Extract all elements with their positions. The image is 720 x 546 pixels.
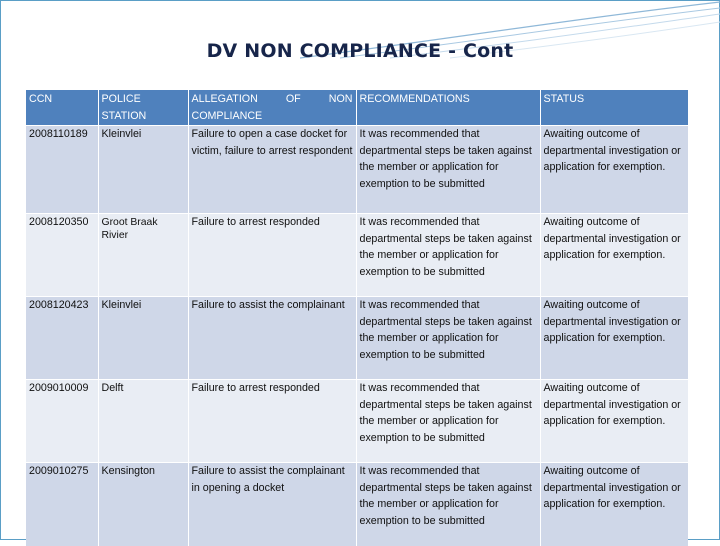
header-status: STATUS	[540, 90, 688, 126]
cell-recommendation: It was recommended that departmental steps be taken against the member or application for exemption to be submitted	[356, 380, 540, 463]
header-station-line1: POLICE	[101, 93, 141, 105]
cell-station: Kleinvlei	[98, 297, 188, 380]
header-allegation-word1: ALLEGATION	[191, 93, 258, 105]
header-allegation	[188, 90, 356, 126]
cell-ccn: 2008120423	[26, 297, 98, 380]
cell-station-text: Groot Braak Rivier	[101, 217, 158, 242]
cell-station: Kleinvlei	[98, 126, 188, 214]
cell-station: Delft	[98, 380, 188, 463]
table-row	[26, 380, 688, 463]
cell-recommendation: It was recommended that departmental steps be taken against the member or application for exemption to be submitted	[356, 126, 540, 214]
cell-recommendation: It was recommended that departmental steps be taken against the member or application for exemption to be submitted	[356, 463, 540, 546]
cell-allegation: Failure to arrest responded	[188, 380, 356, 463]
table-row	[26, 297, 688, 380]
table-row	[26, 214, 688, 297]
cell-ccn: 2008110189	[26, 126, 98, 214]
cell-status: Awaiting outcome of departmental investigation or application for exemption.	[540, 463, 688, 546]
cell-allegation: Failure to assist the complainant in opening a docket	[188, 463, 356, 546]
cell-allegation: Failure to open a case docket for victim, failure to arrest respondent	[188, 126, 356, 214]
cell-station	[98, 214, 188, 297]
header-allegation-line1	[192, 91, 353, 108]
header-recommendations: RECOMMENDATIONS	[356, 90, 540, 126]
cell-ccn: 2009010275	[26, 463, 98, 546]
header-allegation-word2: OF	[285, 93, 301, 105]
cell-station: Kensington	[98, 463, 188, 546]
cell-status: Awaiting outcome of departmental investigation or application for exemption.	[540, 297, 688, 380]
header-allegation-line2: COMPLIANCE	[191, 109, 263, 122]
cell-recommendation: It was recommended that departmental steps be taken against the member or application for exemption to be submitted	[356, 297, 540, 380]
cell-ccn: 2009010009	[26, 380, 98, 463]
non-compliance-table	[26, 90, 688, 546]
cell-allegation: Failure to arrest responded	[188, 214, 356, 297]
header-ccn: CCN	[26, 90, 98, 126]
cell-status: Awaiting outcome of departmental investigation or application for exemption.	[540, 380, 688, 463]
table-header-row	[26, 90, 688, 126]
header-police-station	[98, 90, 188, 126]
slide-title: DV NON COMPLIANCE - Cont	[206, 40, 514, 62]
header-station-line2: STATION	[101, 109, 147, 122]
cell-status: Awaiting outcome of departmental investigation or application for exemption.	[540, 126, 688, 214]
cell-recommendation: It was recommended that departmental steps be taken against the member or application for exemption to be submitted	[356, 214, 540, 297]
header-allegation-word3: NON	[328, 93, 353, 105]
table-row	[26, 126, 688, 214]
cell-ccn: 2008120350	[26, 214, 98, 297]
cell-allegation: Failure to assist the complainant	[188, 297, 356, 380]
cell-status: Awaiting outcome of departmental investigation or application for exemption.	[540, 214, 688, 297]
table-row	[26, 463, 688, 546]
